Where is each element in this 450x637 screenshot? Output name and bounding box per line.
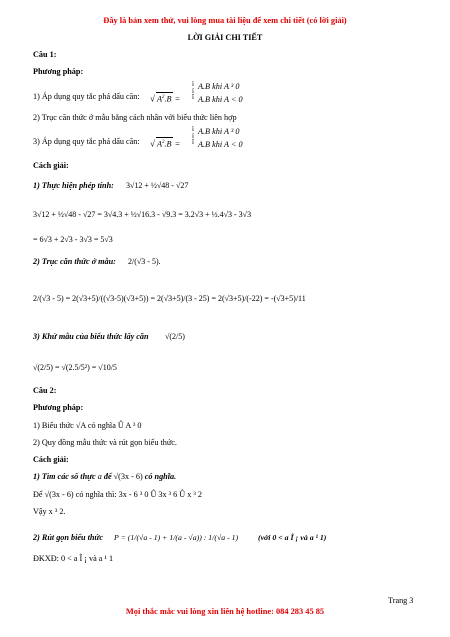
q1-m3-brace: ì í î	[192, 125, 194, 146]
page-title: LỜI GIẢI CHI TIẾT	[187, 33, 263, 42]
q2-dkxd: ĐKXĐ: 0 < a Î ¡ và a ¹ 1	[33, 554, 114, 563]
q1-m3-case2: A.B khi A < 0	[198, 140, 243, 149]
q2-heading: Câu 2:	[33, 386, 57, 395]
preview-banner: Đây là bản xem thử, vui lòng mua tài liệu để xem chi tiết (có lời giải)	[103, 16, 347, 25]
q1-p3-expr: √(2/5)	[165, 332, 185, 341]
q1-m1-case2: A.B khi A < 0	[198, 95, 243, 104]
q1-m1-lhs: √ $A^2.B$ =	[150, 93, 181, 104]
q1-p1-line1: 3√12 + ½√48 - √27 = 3√4.3 + ½√16.3 - √9.3 = 3.2√3 + ½.4√3 - 3√3	[33, 210, 252, 219]
page-number: Trang 3	[388, 596, 414, 605]
q1-m2: 2) Trục căn thức ở mẫu bằng cách nhân với biểu thức liên hợp	[33, 113, 237, 122]
q1-m1-brace: ì í î	[192, 80, 194, 101]
q1-p3-line: √(2/5) = √(2.5/5²) = √10/5	[33, 363, 117, 372]
q1-m3-lhs: √ $A^2.B$ =	[150, 138, 181, 149]
q2-method-label: Phương pháp:	[33, 403, 84, 412]
q1-p2-line: 2/(√3 - 5) = 2(√3+5)/((√3-5)(√3+5)) = 2(√3+5)/(3 - 25) = 2(√3+5)/(-22) = -(√3+5)/11	[33, 294, 306, 303]
q2-p2-label: 2) Rút gọn biểu thức	[33, 533, 103, 542]
q2-p1-label: 1) Tìm các số thực a để √(3x - 6) có nghĩa.	[33, 472, 177, 481]
q1-m3-prefix: 3) Áp dụng quy tắc phá dấu căn:	[33, 137, 140, 146]
q1-heading: Câu 1:	[33, 50, 57, 59]
q1-method-label: Phương pháp:	[33, 67, 84, 76]
q1-p2-label: 2) Trục căn thức ở mẫu:	[33, 257, 116, 266]
q1-p2-expr: 2/(√3 - 5).	[128, 257, 161, 266]
q2-m2: 2) Quy đồng mẫu thức và rút gọn biểu thức.	[33, 438, 177, 447]
q1-p1-line2: = 6√3 + 2√3 - 3√3 = 5√3	[33, 235, 113, 244]
q2-p2-expr: P = (1/(√a - 1) + 1/(a - √a)) : 1/(√a - 1)	[114, 533, 239, 542]
q1-p3-label: 3) Khử mẫu của biểu thức lấy căn	[33, 332, 149, 341]
q2-p1-line2: Vậy x ³ 2.	[33, 507, 66, 516]
q2-solution-label: Cách giải:	[33, 455, 69, 464]
q1-p1-expr: 3√12 + ½√48 - √27	[126, 181, 189, 190]
q1-solution-label: Cách giải:	[33, 161, 69, 170]
q2-m1: 1) Biểu thức √A có nghĩa Û A ³ 0	[33, 421, 142, 430]
hotline-footer: Mọi thắc mắc vui lòng xin liên hệ hotline: 084 283 45 85	[125, 607, 325, 616]
q1-m1-prefix: 1) Áp dụng quy tắc phá dấu căn:	[33, 92, 140, 101]
q1-m1-case1: A.B khi A ³ 0	[198, 82, 240, 91]
q2-p1-line1: Để √(3x - 6) có nghĩa thì: 3x - 6 ³ 0 Û 3x ³ 6 Û x ³ 2	[33, 490, 202, 499]
q1-m3-case1: A.B khi A ³ 0	[198, 127, 240, 136]
q2-p2-cond: (với 0 < a Î ¡ và a ¹ 1)	[258, 533, 327, 542]
q1-p1-label: 1) Thực hiện phép tính:	[33, 181, 114, 190]
